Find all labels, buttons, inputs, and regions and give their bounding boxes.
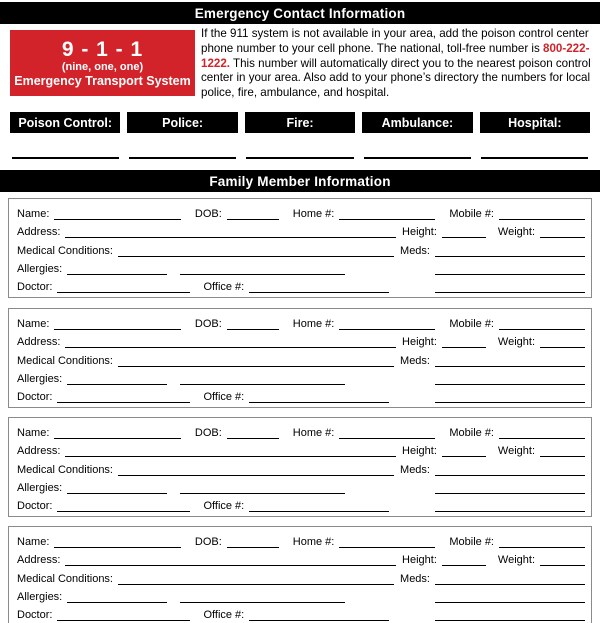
mobile-phone-label: Mobile #:	[449, 208, 494, 220]
member-row-medical	[17, 568, 585, 585]
member-row-identity	[17, 422, 585, 439]
allergies-line-2[interactable]	[180, 263, 345, 275]
badge-system-name: Emergency Transport System	[14, 73, 191, 88]
weight-line[interactable]	[540, 336, 585, 348]
meds-line-2[interactable]	[435, 591, 585, 603]
height-line[interactable]	[442, 336, 486, 348]
poison-control-phone-number: 800-222-1222.	[201, 41, 590, 70]
badge-911-pronunciation: (nine, one, one)	[61, 60, 144, 73]
member-block	[8, 198, 592, 298]
height-label: Height:	[402, 226, 437, 239]
member-row-medical	[17, 459, 585, 476]
allergies-line-1[interactable]	[67, 263, 167, 275]
member-row-identity	[17, 313, 585, 330]
mobile-phone-label: Mobile #:	[449, 318, 494, 330]
member-row-medical	[17, 350, 585, 367]
contact-label-poison-control: Poison Control:	[10, 112, 120, 133]
home-phone-line[interactable]	[339, 427, 435, 439]
office-phone-label: Office #:	[203, 391, 245, 403]
height-line[interactable]	[442, 226, 486, 238]
allergies-line-2[interactable]	[180, 373, 345, 385]
medical-conditions-line[interactable]	[118, 355, 394, 367]
weight-label: Weight:	[497, 226, 535, 239]
name-line[interactable]	[54, 427, 180, 439]
member-row-identity	[17, 203, 585, 220]
medical-conditions-line[interactable]	[118, 245, 394, 257]
member-row-doctor	[17, 495, 585, 512]
allergies-line-2[interactable]	[180, 591, 345, 603]
home-phone-line[interactable]	[339, 536, 435, 548]
height-label: Height:	[402, 445, 437, 458]
member-block	[8, 526, 592, 623]
address-label: Address:	[17, 336, 61, 349]
mobile-phone-line[interactable]	[499, 318, 585, 330]
doctor-line[interactable]	[57, 500, 190, 512]
medical-conditions-label: Medical Conditions:	[17, 244, 113, 257]
mobile-phone-line[interactable]	[499, 427, 585, 439]
page-title: Emergency Contact Information	[194, 5, 406, 21]
member-row-allergies	[17, 258, 585, 275]
contact-label-hospital: Hospital:	[480, 112, 590, 133]
address-label: Address:	[17, 554, 61, 567]
member-row-address	[17, 331, 585, 348]
name-label: Name:	[17, 208, 50, 220]
family-section-title: Family Member Information	[209, 173, 391, 189]
meds-line-1[interactable]	[435, 573, 585, 585]
home-phone-line[interactable]	[339, 318, 435, 330]
height-label: Height:	[402, 554, 437, 567]
office-phone-label: Office #:	[203, 609, 245, 621]
dob-line[interactable]	[227, 427, 279, 439]
member-block	[8, 417, 592, 517]
dob-label: DOB:	[194, 318, 222, 330]
doctor-line[interactable]	[57, 281, 190, 293]
dob-line[interactable]	[227, 536, 279, 548]
office-phone-line[interactable]	[249, 281, 389, 293]
name-label: Name:	[17, 536, 50, 548]
meds-line-2[interactable]	[435, 373, 585, 385]
home-phone-label: Home #:	[292, 208, 335, 220]
medical-conditions-line[interactable]	[118, 573, 394, 585]
medical-conditions-label: Medical Conditions:	[17, 572, 113, 585]
medical-conditions-label: Medical Conditions:	[17, 463, 113, 476]
dob-line[interactable]	[227, 208, 279, 220]
name-line[interactable]	[54, 208, 180, 220]
dob-line[interactable]	[227, 318, 279, 330]
member-row-medical	[17, 240, 585, 257]
office-phone-line[interactable]	[249, 609, 389, 621]
office-phone-label: Office #:	[203, 281, 245, 293]
doctor-label: Doctor:	[17, 609, 53, 621]
office-phone-label: Office #:	[203, 500, 245, 512]
member-row-allergies	[17, 477, 585, 494]
address-label: Address:	[17, 226, 61, 239]
weight-line[interactable]	[540, 445, 585, 457]
address-line[interactable]	[65, 226, 396, 238]
name-label: Name:	[17, 427, 50, 439]
weight-label: Weight:	[497, 336, 535, 349]
doctor-label: Doctor:	[17, 281, 53, 293]
mobile-phone-label: Mobile #:	[449, 427, 494, 439]
medical-conditions-line[interactable]	[118, 464, 394, 476]
meds-label: Meds:	[400, 354, 430, 367]
dob-label: DOB:	[194, 536, 222, 548]
meds-line-3[interactable]	[435, 391, 585, 403]
mobile-phone-line[interactable]	[499, 536, 585, 548]
mobile-phone-line[interactable]	[499, 208, 585, 220]
address-line[interactable]	[65, 336, 396, 348]
address-line[interactable]	[65, 445, 396, 457]
meds-label: Meds:	[400, 572, 430, 585]
home-phone-label: Home #:	[292, 536, 335, 548]
address-label: Address:	[17, 445, 61, 458]
meds-line-2[interactable]	[435, 482, 585, 494]
height-label: Height:	[402, 336, 437, 349]
office-phone-line[interactable]	[249, 391, 389, 403]
name-label: Name:	[17, 318, 50, 330]
allergies-line-2[interactable]	[180, 482, 345, 494]
doctor-label: Doctor:	[17, 391, 53, 403]
doctor-line[interactable]	[57, 609, 190, 621]
dob-label: DOB:	[194, 208, 222, 220]
contact-label-fire: Fire:	[245, 112, 355, 133]
meds-label: Meds:	[400, 463, 430, 476]
home-phone-label: Home #:	[292, 318, 335, 330]
member-row-doctor	[17, 386, 585, 403]
height-line[interactable]	[442, 554, 486, 566]
name-line[interactable]	[54, 536, 180, 548]
home-phone-label: Home #:	[292, 427, 335, 439]
member-row-allergies	[17, 586, 585, 603]
allergies-label: Allergies:	[17, 590, 63, 603]
allergies-line-1[interactable]	[67, 482, 167, 494]
address-line[interactable]	[65, 554, 396, 566]
allergies-line-1[interactable]	[67, 591, 167, 603]
mobile-phone-label: Mobile #:	[449, 536, 494, 548]
weight-label: Weight:	[497, 554, 535, 567]
member-row-address	[17, 549, 585, 566]
member-row-address	[17, 440, 585, 457]
weight-line[interactable]	[540, 554, 585, 566]
allergies-label: Allergies:	[17, 481, 63, 494]
doctor-line[interactable]	[57, 391, 190, 403]
contact-label-ambulance: Ambulance:	[362, 112, 472, 133]
contact-label-police: Police:	[127, 112, 237, 133]
meds-line-1[interactable]	[435, 355, 585, 367]
dob-label: DOB:	[194, 427, 222, 439]
meds-line-1[interactable]	[435, 245, 585, 257]
badge-911-number: 9 - 1 - 1	[61, 37, 144, 61]
meds-line-3[interactable]	[435, 500, 585, 512]
home-phone-line[interactable]	[339, 208, 435, 220]
info-text-after: This number will automatically direct you to the nearest poison control center in your area. Also add to your phone’s directory the numbers for local police, fire, ambulance, and hospital.	[201, 56, 591, 100]
allergies-label: Allergies:	[17, 262, 63, 275]
allergies-label: Allergies:	[17, 372, 63, 385]
office-phone-line[interactable]	[249, 500, 389, 512]
member-row-address	[17, 221, 585, 238]
medical-conditions-label: Medical Conditions:	[17, 354, 113, 367]
weight-label: Weight:	[497, 445, 535, 458]
member-row-doctor	[17, 604, 585, 621]
meds-line-2[interactable]	[435, 263, 585, 275]
height-line[interactable]	[442, 445, 486, 457]
weight-line[interactable]	[540, 226, 585, 238]
doctor-label: Doctor:	[17, 500, 53, 512]
meds-line-1[interactable]	[435, 464, 585, 476]
meds-line-3[interactable]	[435, 281, 585, 293]
member-block	[8, 308, 592, 408]
meds-line-3[interactable]	[435, 609, 585, 621]
member-row-allergies	[17, 368, 585, 385]
member-row-identity	[17, 531, 585, 548]
info-text-before: If the 911 system is not available in your area, add the poison control center phone number to your cell phone. The national, toll-free number is	[201, 27, 589, 55]
member-row-doctor	[17, 276, 585, 293]
name-line[interactable]	[54, 318, 180, 330]
allergies-line-1[interactable]	[67, 373, 167, 385]
meds-label: Meds:	[400, 244, 430, 257]
